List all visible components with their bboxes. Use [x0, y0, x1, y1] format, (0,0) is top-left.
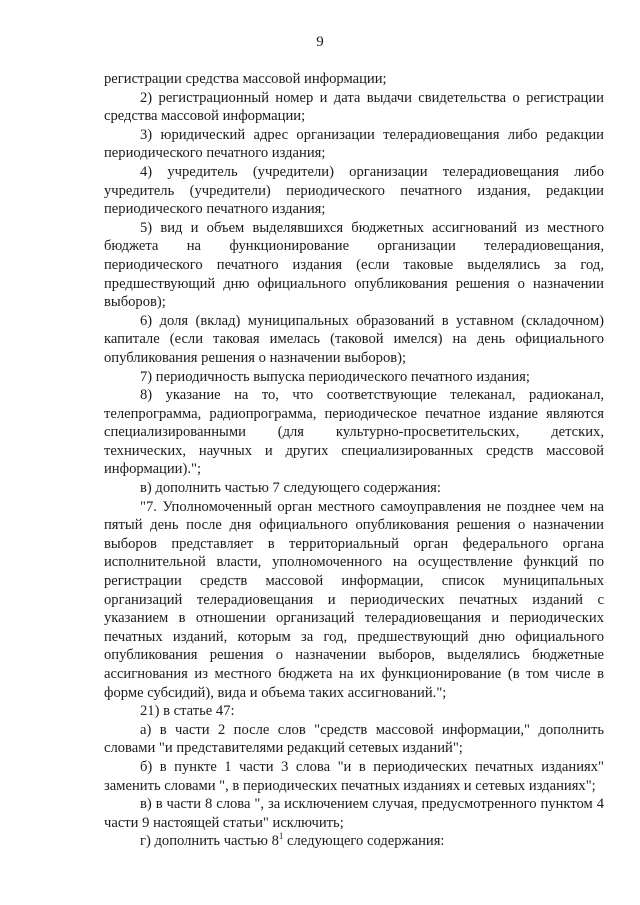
page-number: 9	[316, 34, 324, 50]
paragraph-item-8: 8) указание на то, что соответствующие телеканал, радиоканал, телепрограмма, радиопрограмма, периодическое печатное издание являются специализированными (для культурно-просветительских, детских, технических, научных и других специализированных средств массовой информации).";	[104, 387, 604, 478]
paragraph-subitem-g-after: следующего содержания:	[283, 833, 445, 850]
paragraph-item-2: 2) регистрационный номер и дата выдачи свидетельства о регистрации средства массовой информации;	[104, 89, 604, 125]
part-superscript: 1	[278, 831, 284, 842]
paragraph-item-4: 4) учредитель (учредители) организации телерадиовещания либо учредитель (учредители) периодического печатного издания, редакции периодического печатного издания;	[104, 163, 604, 218]
paragraph-subitem-a: а) в части 2 после слов "средств массовой информации," дополнить словами "и представителями редакций сетевых изданий";	[104, 721, 604, 757]
paragraph-item-21: 21) в статье 47:	[140, 703, 235, 720]
paragraph-item-3: 3) юридический адрес организации телерадиовещания либо редакции периодического печатного издания;	[104, 126, 604, 162]
paragraph-subitem-g-before: г) дополнить частью 8	[140, 833, 279, 850]
paragraph-subitem-v: в) дополнить частью 7 следующего содержания:	[140, 480, 441, 497]
paragraph-subitem-g	[104, 832, 604, 851]
paragraph-continuation: регистрации средства массовой информации;	[104, 71, 387, 87]
paragraph-subitem-b: б) в пункте 1 части 3 слова "и в периодических печатных изданиях" заменить словами ", в периодических печатных изданиях и сетевых изданиях";	[104, 758, 604, 794]
paragraph-item-7: 7) периодичность выпуска периодического печатного издания;	[140, 368, 530, 385]
paragraph-subitem-v2: в) в части 8 слова ", за исключением случая, предусмотренного пунктом 4 части 9 настоящей статьи" исключить;	[104, 796, 604, 831]
paragraph-item-5: 5) вид и объем выделявшихся бюджетных ассигнований из местного бюджета на функционирование организации телерадиовещания, периодического печатного издания (если таковые выделялись за год, предшествующий дню официального опубликования решения о назначении выборов);	[104, 219, 604, 311]
document-body	[104, 70, 604, 851]
paragraph-item-6: 6) доля (вклад) муниципальных образований в уставном (складочном) капитале (если таковая имелась (таковой имелся) на день официального опубликования решения о назначении выборов);	[104, 312, 604, 366]
paragraph-part-7-text: "7. Уполномоченный орган местного самоуправления не позднее чем на пятый день после дня официального опубликования решения о назначении выборов представляет в территориальный орган федерального органа исполнительной власти, уполномоченного на осуществление функций по регистрации средств массовой информации, список муниципальных организаций телерадиовещания и периодических печатных изданий с указанием в отношении организаций телерадиовещания и периодических печатных изданий, которым за год, предшествующий дню официального опубликования решения о назначении выборов, выделялись бюджетные ассигнования из местного бюджета на их функционирование (в том числе в форме субсидий), вида и объема таких ассигнований.";	[104, 498, 604, 701]
